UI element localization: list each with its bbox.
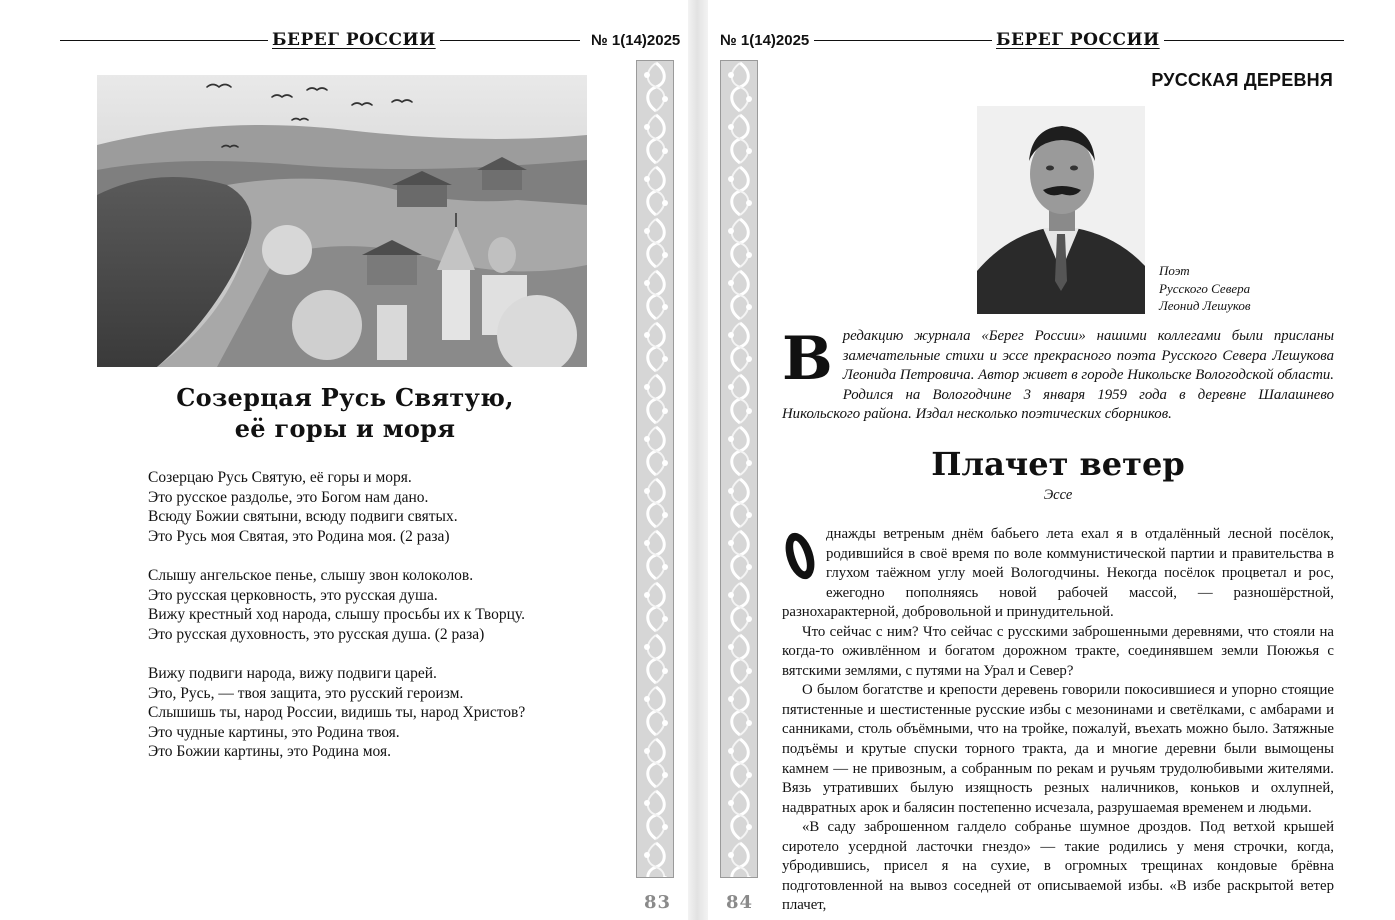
poem-line: Слышишь ты, народ России, видишь ты, народ Христов? (148, 704, 526, 722)
caption-line: Леонид Лешуков (1159, 298, 1251, 313)
portrait-caption (1159, 262, 1251, 315)
ornament-border-right (720, 60, 758, 878)
page-number-right: 84 (726, 892, 754, 913)
poem-title-line-2: её горы и моря (234, 414, 456, 443)
section-label: РУССКАЯ ДЕРЕВНЯ (1151, 70, 1333, 90)
left-page (0, 0, 688, 920)
landscape-illustration (97, 75, 587, 367)
page-number-left: 83 (644, 892, 672, 913)
stanza (148, 664, 588, 762)
caption-line: Поэт (1159, 263, 1190, 278)
poem-line: Вижу подвиги народа, вижу подвиги царей. (148, 664, 437, 682)
poem-line: Это, Русь, — твоя защита, это русский героизм. (148, 684, 464, 702)
poem-title-line-1: Созерцая Русь Святую, (176, 383, 514, 412)
editorial-intro (782, 324, 1334, 425)
essay-paragraph: «В саду заброшенном галдело собранье шумное дроздов. Под ветхой крышей сиротело усердной ласточки гнездо» — такие родились у меня строчки, когда, убродившись, присел я на сухие, в огромных трещинах кондовые брёвна подготовленной на вывоз соседней от описываемой избы. «В избе раскрытой ветер плачет, (782, 819, 1334, 914)
essay-paragraph: О былом богатстве и крепости деревень говорили покосившиеся и упорно стоящие пятистенные и шестистенные русские избы с мезонинами и светёлками, с амбарами и санниками, столь объёмными, что на тройке, пожалуй, въехать можно было. Затяжные подъёмы и крутые спуски торного тракта, да и многие деревни были вымощены камнем — не привозным, а собранным по рекам и ручьям трудолюбивыми жителями. Вязь утративших былую изящность резных наличников, коньков и охлупней, надвратных арок и балясин постепенно исчезала, разрушаемая временем и людьми. (782, 682, 1334, 816)
intro-dropcap: В (782, 324, 833, 394)
left-header (60, 28, 680, 52)
issue-number: № 1(14)2025 (587, 32, 684, 49)
poem-line: Созерцаю Русь Святую, её горы и моря. (148, 469, 412, 486)
right-header (716, 28, 1344, 52)
o-dropcap-glyph (782, 528, 818, 584)
essay-paragraph: Что сейчас с ним? Что сейчас с русскими заброшенными деревнями, что стояли на когда-то оживлённом и богатом дорожном тракте, соединявшем земли Поюжья с вятскими землями, с путями на Урал и Север? (782, 623, 1334, 679)
masthead: БЕРЕГ РОССИИ (992, 30, 1164, 50)
essay-paragraph (782, 525, 1334, 623)
essay-subtitle: Эссе (1043, 487, 1073, 503)
poem-line: Это Божии картины, это Родина моя. (148, 743, 391, 761)
issue-number: № 1(14)2025 (716, 32, 813, 49)
stanza (148, 468, 588, 546)
essay-body (782, 525, 1334, 920)
poem-line: Это русское раздолье, это Богом нам дано. (148, 488, 429, 506)
caption-line: Русского Севера (1159, 280, 1251, 296)
poem-title (110, 382, 580, 444)
poem-line: Это Русь моя Святая, это Родина моя. (2 раза) (148, 527, 450, 545)
poem-line: Это русская духовность, это русская душа. (2 раза) (148, 625, 485, 643)
stanza (148, 566, 588, 644)
poem-line: Это русская церковность, это русская душа. (148, 586, 438, 604)
poem-line: Всюду Божии святыни, всюду подвиги святых. (148, 508, 458, 526)
intro-text: редакцию журнала «Берег России» нашими коллегами были присланы замечательные стихи и эссе прекрасного поэта Русского Севера Лешукова Леонида Петровича. Автор живет в городе Никольске Вологодской области. Родился на Вологодчине 3 января 1959 года в деревне Шалашнево Никольского района. Издал несколько поэтических сборников. (782, 328, 1334, 423)
poem-line: Слышу ангельское пенье, слышу звон колоколов. (148, 566, 474, 584)
author-portrait (977, 106, 1145, 314)
ornament-border-left (636, 60, 674, 878)
book-gutter (688, 0, 708, 920)
poem-text (148, 468, 588, 782)
poem-line: Это чудные картины, это Родина твоя. (148, 723, 400, 741)
masthead: БЕРЕГ РОССИИ (268, 30, 440, 50)
poem-line: Вижу крестный ход народа, слышу просьбы их к Творцу. (148, 606, 526, 624)
essay-paragraph-text: днажды ветреным днём бабьего лета ехал я в отдалённый лесной посёлок, родившийся в своё время по воле коммунистической партии и правительства в глухом таёжном углу моей Вологодчины. Некогда посёлок процветал и рос, ежегодно пополняясь новой рабочей массой, — разношёрстной, разнохарактерной, добровольной и принудительной. (782, 526, 1334, 621)
essay-title: Плачет ветер (931, 445, 1185, 483)
